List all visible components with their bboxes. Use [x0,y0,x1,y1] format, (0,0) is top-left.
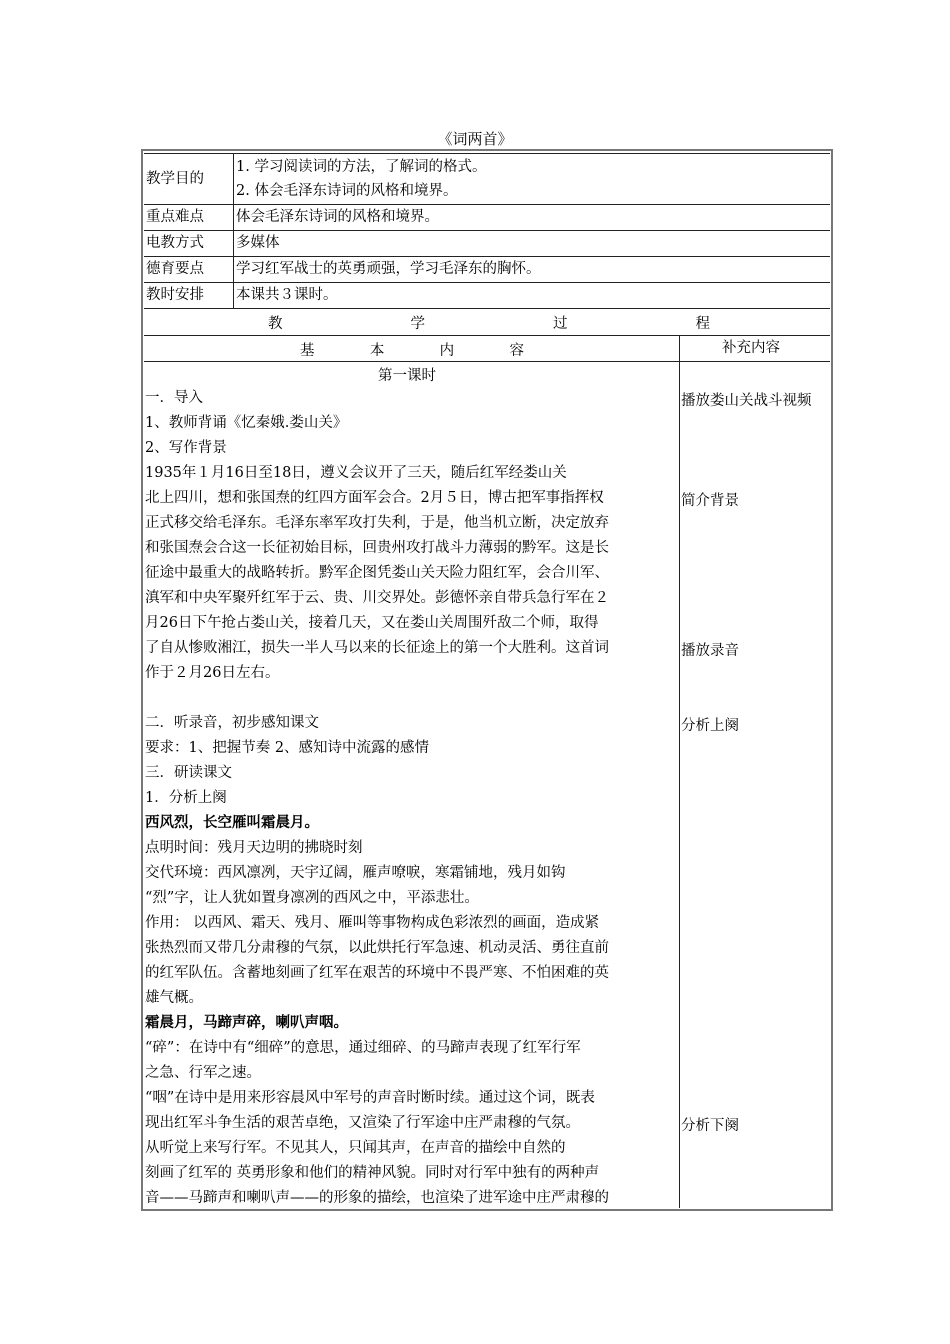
body-line: 雄气概。 [145,990,203,1006]
body-line: 作于２月26日左右。 [145,665,280,681]
side-note: 播放娄山关战斗视频 [681,393,812,409]
body-line: 要求：1、把握节奏 2、感知诗中流露的感情 [145,740,430,756]
body-line: 了自从惨败湘江，损失一半人马以来的长征途上的第一个大胜利。这首词 [145,640,609,656]
body-line: 张热烈而又带几分肃穆的气氛，以此烘托行军急速、机动灵活、勇往直前 [145,940,609,956]
moral-value: 学习红军战士的英勇顽强，学习毛泽东的胸怀。 [236,261,541,277]
process-header-char: 过 [553,316,568,332]
process-header-char: 学 [410,316,425,332]
table-rule [233,153,234,308]
poem-line-bold: 霜晨月，马蹄声碎，喇叭声咽。 [145,1014,348,1031]
media-value: 多媒体 [236,235,280,251]
body-line: 现出红军斗争生活的艰苦卓绝，又渲染了行军途中庄严肃穆的气氛。 [145,1115,580,1131]
body-line: 和张国焘会合这一长征初始目标，回贵州攻打战斗力薄弱的黔军。这是长 [145,540,609,556]
schedule-value: 本课共３课时。 [236,287,338,303]
body-line: 1．分析上阕 [145,790,227,806]
poem-line-bold: 西风烈，长空雁叫霜晨月。 [145,814,319,831]
body-line: “烈”字，让人犹如置身凛冽的西风之中，平添悲壮。 [145,890,479,906]
body-line: 三．研读课文 [145,765,232,781]
content-header [300,339,524,360]
body-line: 正式移交给毛泽东。毛泽东率军攻打失利，于是，他当机立断，决定放弃 [145,515,609,531]
table-rule [144,361,830,362]
supplement-header: 补充内容 [722,340,780,356]
body-line: 二．听录音，初步感知课文 [145,715,319,731]
objective-2: 2. 体会毛泽东诗词的风格和境界。 [236,183,458,199]
body-line: 1935年１月16日至18日，遵义会议开了三天，随后红军经娄山关 [145,465,567,481]
row-label-objectives: 教学目的 [146,171,204,187]
body-line: 月26日下午抢占娄山关，接着几天，又在娄山关周围歼敌二个师，取得 [145,615,599,631]
process-header-char: 教 [268,316,283,332]
process-header [268,312,710,333]
key-points-value: 体会毛泽东诗词的风格和境界。 [236,209,439,225]
table-rule [679,335,680,1208]
process-header-char: 程 [695,316,710,332]
body-line: “咽”在诗中是用来形容晨风中军号的声音时断时续。通过这个词，既表 [145,1090,595,1106]
side-note: 简介背景 [681,493,739,509]
row-label-schedule: 教时安排 [146,287,204,303]
document-title: 《词两首》 [437,130,513,148]
table-rule [144,153,830,154]
content-header-char: 容 [509,343,524,359]
body-line: 交代环境：西风凛冽，天宇辽阔，雁声嘹唳，寒霜铺地，残月如钩 [145,865,566,881]
content-header-char: 内 [439,343,455,359]
content-header-char: 基 [300,343,315,359]
row-label-media: 电教方式 [146,235,204,251]
content-header-char: 本 [369,343,385,359]
objective-1: 1. 学习阅读词的方法，了解词的格式。 [236,159,487,175]
body-line: 刻画了红军的 英勇形象和他们的精神风貌。同时对行军中独有的两种声 [145,1165,600,1181]
body-line: “碎”：在诗中有“细碎”的意思，通过细碎、的马蹄声表现了红军行军 [145,1040,581,1056]
body-line: 北上四川，想和张国焘的红四方面军会合。2月５日，博古把军事指挥权 [145,490,604,506]
body-line: 征途中最重大的战略转折。黔军企图凭娄山关天险力阻红军，会合川军、 [145,565,609,581]
session-title: 第一课时 [378,368,436,384]
table-rule [144,308,830,309]
side-note: 分析下阕 [681,1118,739,1134]
body-line: 点明时间：残月天边明的拂晓时刻 [145,840,363,856]
body-line: 之急、行军之速。 [145,1065,261,1081]
row-label-key-points: 重点难点 [146,209,204,225]
body-line: 2、写作背景 [145,440,227,456]
body-line: 作用： 以西风、霜天、残月、雁叫等事物构成色彩浓烈的画面，造成紧 [145,915,600,931]
body-line: 一．导入 [145,390,203,406]
row-label-moral: 德育要点 [146,261,204,277]
side-note: 分析上阕 [681,718,739,734]
body-line: 音——马蹄声和喇叭声——的形象的描绘，也渲染了进军途中庄严肃穆的 [145,1190,609,1206]
body-line: 1、教师背诵《忆秦娥.娄山关》 [145,415,348,431]
body-line: 的红军队伍。含蓄地刻画了红军在艰苦的环境中不畏严寒、不怕困难的英 [145,965,609,981]
body-line: 滇军和中央军聚歼红军于云、贵、川交界处。彭德怀亲自带兵急行军在２ [145,590,609,606]
side-note: 播放录音 [681,643,739,659]
body-line: 从听觉上来写行军。不见其人，只闻其声，在声音的描绘中自然的 [145,1140,566,1156]
